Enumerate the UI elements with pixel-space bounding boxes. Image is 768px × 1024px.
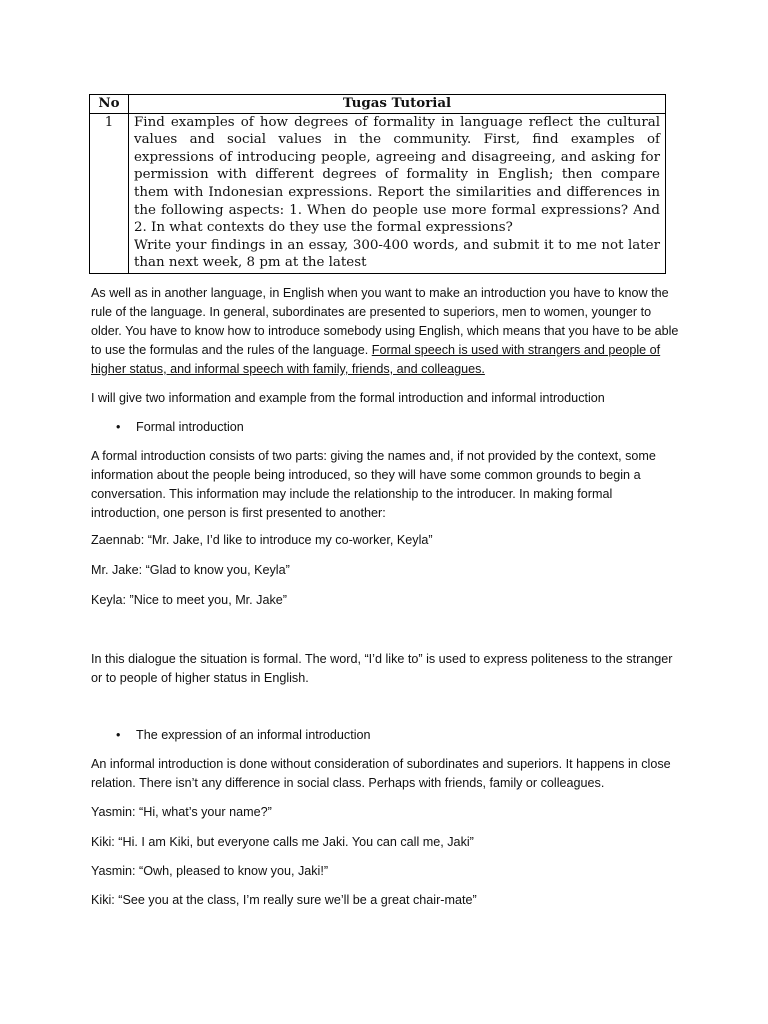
- bullet-icon: •: [116, 420, 121, 434]
- formal-heading: Formal introduction: [136, 420, 244, 434]
- lead-sentence: I will give two information and example from the formal introduction and informal introduction: [91, 391, 605, 405]
- informal-dialogue-line: Yasmin: “Hi, what’s your name?”: [91, 805, 272, 819]
- task-instruction: Write your findings in an essay, 300-400 words, and submit it to me not later than next week, 8 pm at the latest: [134, 237, 660, 271]
- formal-dialogue-line: Zaennab: “Mr. Jake, I’d like to introduce my co-worker, Keyla”: [91, 533, 433, 547]
- formal-dialogue-line: Keyla: ”Nice to meet you, Mr. Jake”: [91, 593, 287, 607]
- task-description: [129, 113, 666, 273]
- intro-underlined-text: Formal speech is used with strangers and people of higher status, and informal speech with family, friends, and colleagues.: [91, 343, 661, 376]
- intro-text: As well as in another language, in English when you want to make an introduction you have to know the rule of the language. In general, subordinates are presented to superiors, men to women, younger to older. You have to know how to introduce somebody using English, which means that you have to be able to use the formulas and the rules of the language.: [91, 286, 679, 357]
- informal-dialogue-line: Kiki: “See you at the class, I’m really sure we’ll be a great chair-mate”: [91, 893, 477, 907]
- task-paragraph: Find examples of how degrees of formality in language reflect the cultural values and social values in the community. First, find examples of expressions of introducing people, agreeing and disagreeing, and asking for permission with different degrees of formality in English; then compare them with Indonesian expressions. Report the similarities and differences in the following aspects: 1. When do people use more formal expressions? And 2. In what contexts do they use the formal expressions?: [134, 114, 660, 236]
- intro-paragraph: [91, 284, 681, 379]
- table-header-row: [90, 95, 666, 114]
- informal-dialogue-line: Kiki: “Hi. I am Kiki, but everyone calls me Jaki. You can call me, Jaki”: [91, 835, 474, 849]
- header-title: Tugas Tutorial: [129, 95, 666, 114]
- informal-heading: The expression of an informal introduction: [136, 728, 371, 742]
- formal-dialogue-line: Mr. Jake: “Glad to know you, Keyla”: [91, 563, 290, 577]
- task-table: [89, 94, 666, 274]
- table-row: [90, 113, 666, 273]
- formal-note: In this dialogue the situation is formal. The word, “I’d like to” is used to express politeness to the stranger or to people of higher status in English.: [91, 652, 673, 685]
- header-no: No: [90, 95, 129, 114]
- informal-description: An informal introduction is done without consideration of subordinates and superiors. It happens in close relation. There isn’t any difference in social class. Perhaps with friends, family or colleagues.: [91, 757, 671, 790]
- formal-description: A formal introduction consists of two parts: giving the names and, if not provided by the context, some information about the people being introduced, so they will have some common grounds to begin a conversation. This information may include the relationship to the introducer. In making formal introduction, one person is first presented to another:: [91, 449, 656, 520]
- bullet-icon: •: [116, 728, 121, 742]
- informal-dialogue-line: Yasmin: “Owh, pleased to know you, Jaki!”: [91, 864, 329, 878]
- row-number: 1: [90, 113, 129, 273]
